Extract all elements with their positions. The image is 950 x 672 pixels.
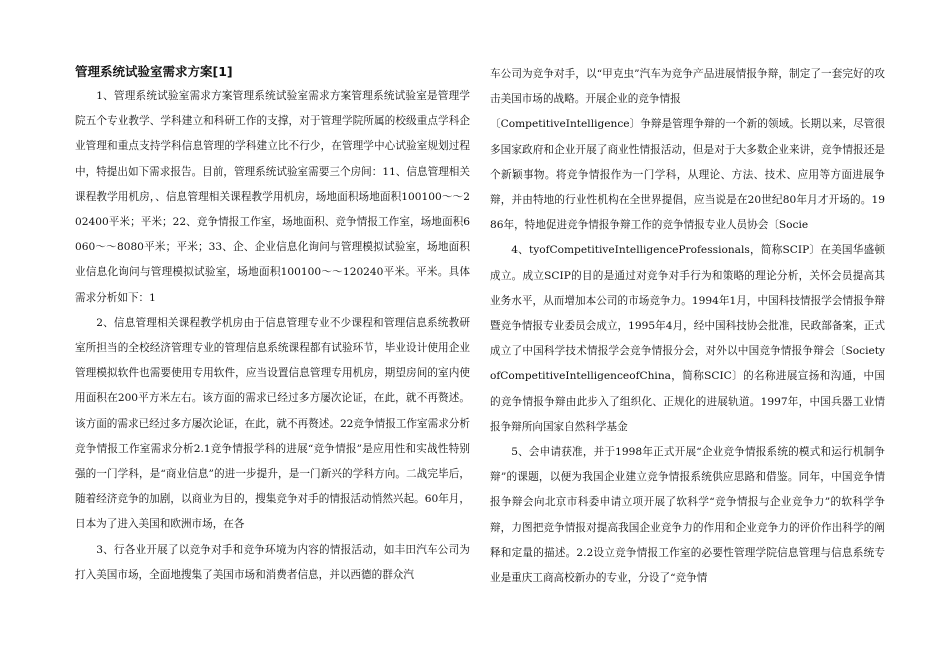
paragraph-3-continued-b: 〔CompetitiveIntelligence〕争辩是管理争辩的一个新的领域。长期以来，尽管很多国家政府和企业开展了商业性情报活动，但是对于大多数企业来讲，竞争情报还是个新颖事物。将竞争情报作为一门学科，从理论、方法、技术、应用等方面进展争辩，并由特地的行业性机构在全世界提倡，应当说是在20世纪80年月才开场的。1986年，特地促进竞争情报争辩工作的竞争情报专业人员协会〔Socie	[490, 118, 885, 232]
paragraph-1: 1、管理系统试验室需求方案管理系统试验室需求方案管理系统试验室是管理学院五个专业教学、学科建立和科研工作的支撑，对于管理学院所属的校级重点学科企业管理和重点支持学科信息管理的学科建立比不行少，在管理学中心试验室规划过程中，特提出如下需求报告。目前，管理系统试验室需要三个房间：11、信息管理相关课程教学用机房，、信息管理相关课程教学用机房，场地面积场地面积100100～～202400平米；平米；22、竞争情报工作室，场地面积、竞争情报工作室，场地面积6060～～8080平米；平米；33、企、企业信息化询问与管理模拟试验室，场地面积业信息化询问与管理模拟试验室，场地面积100100～～120240平米。平米。具体需求分析如下：1	[75, 90, 470, 304]
paragraph-4: 4、tyofCompetitiveIntelligenceProfessionals，简称SCIP〕在美国华盛顿成立。成立SCIP的目的是通过对竞争对手行为和策略的理论分析，关怀会员提高其业务水平，从而增加本公司的市场竞争力。1994年1月，中国科技情报学会情报争辩暨竞争情报专业委员会成立，1995年4月，经中国科技协会批准，民政部备案，正式成立了中国科学技术情报学会竞争情报分会，对外以中国竞争情报争辩会〔SocietyofCompetitiveIntelligenceofChina，简称SCIC〕的名称进展宣扬和沟通，中国的竞争情报争辩由此步入了组织化、正规化的进展轨道。1997年，中国兵器工业情报争辩所向国家自然科学基金	[490, 244, 885, 433]
paragraph-5: 5、会申请获准，并于1998年正式开展“企业竞争情报系统的模式和运行机制争辩”的课题，以便为我国企业建立竞争情报系统供应思路和借鉴。同年，中国竞争情报争辩会向北京市科委申请立项开展了软科学“竞争情报与企业竞争力”的软科学争辩，力图把竞争情报对提高我国企业竞争力的作用和企业竞争力的评价作出科学的阐释和定量的描述。2.2设立竞争情报工作室的必要性管理学院信息管理与信息系统专业是重庆工商高校新办的专业，分设了“竞争情	[490, 446, 885, 585]
paragraph-2: 2、信息管理相关课程教学机房由于信息管理专业不少课程和管理信息系统教研室所担当的全校经济管理专业的管理信息系统课程都有试验环节，毕业设计使用企业管理模拟软件也需要使用专用软件，应当设置信息管理专用机房，期望房间的室内使用面积在200平方米左右。该方面的需求已经过多方屡次论证，在此，就不再赘述。该方面的需求已经过多方屡次论证，在此，就不再赘述。22竞争情报工作室需求分析竞争情报工作室需求分析2.1竞争情报学科的进展“竞争情报”是应用性和实战性特别强的一门学科，是“商业信息”的进一步提升，是一门新兴的学科方向。二战完毕后，随着经济竞争的加剧，以商业为目的，搜集竞争对手的情报活动悄然兴起。60年月，日本为了进入美国和欧洲市场，在各	[75, 316, 470, 531]
paragraph-3: 3、行各业开展了以竞争对手和竞争环境为内容的情报活动，如丰田汽车公司为打入美国市场，全面地搜集了美国市场和消费者信息，并以西德的群众汽	[75, 543, 470, 581]
document-title: 管理系统试验室需求方案[1]	[75, 64, 233, 79]
left-column	[75, 62, 470, 588]
paragraph-3-continued: 车公司为竞争对手，以“甲克虫”汽车为竞争产品进展情报争辩，制定了一套完好的攻击美国市场的战略。开展企业的竞争情报	[490, 68, 885, 106]
right-column	[490, 62, 885, 591]
